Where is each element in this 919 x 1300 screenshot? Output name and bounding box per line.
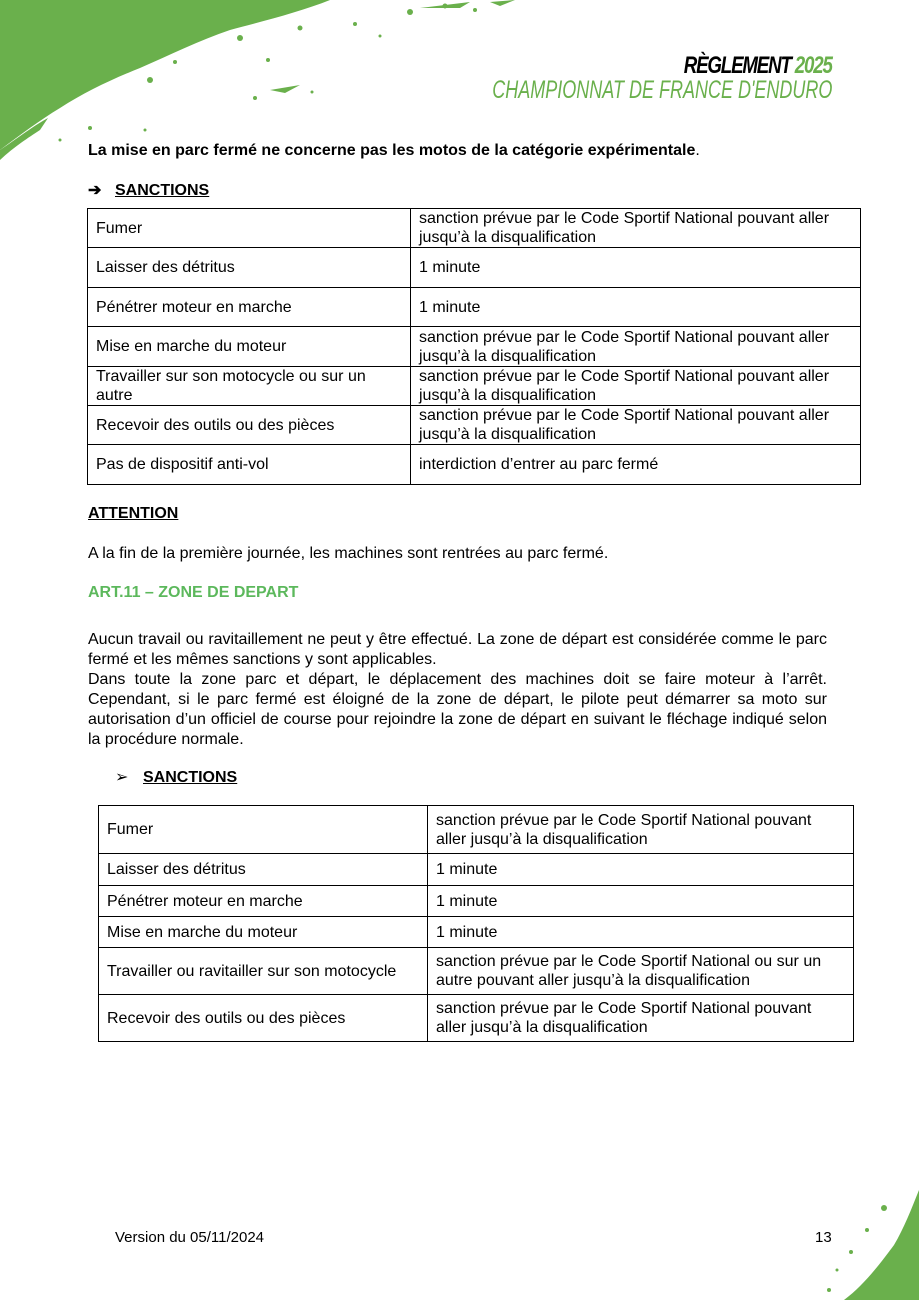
header-subtitle: CHAMPIONNAT DE FRANCE D'ENDURO bbox=[491, 76, 832, 104]
attention-heading: ATTENTION bbox=[88, 505, 179, 522]
sanction-cell: 1 minute bbox=[428, 917, 854, 948]
table-row bbox=[99, 806, 854, 854]
header-title-year: 2025 bbox=[795, 52, 832, 79]
intro-text: La mise en parc fermé ne concerne pas les motos de la catégorie expérimentale bbox=[88, 142, 696, 159]
sanctions-heading-1-text: SANCTIONS bbox=[115, 182, 210, 199]
sanction-cell: sanction prévue par le Code Sportif National pouvant aller jusqu’à la disqualification bbox=[411, 367, 861, 406]
offense-cell: Laisser des détritus bbox=[99, 854, 428, 886]
attention-text: A la fin de la première journée, les machines sont rentrées au parc fermé. bbox=[88, 545, 609, 562]
offense-cell: Pénétrer moteur en marche bbox=[88, 288, 411, 327]
offense-cell: Recevoir des outils ou des pièces bbox=[99, 995, 428, 1042]
offense-cell: Travailler ou ravitailler sur son motocycle bbox=[99, 948, 428, 995]
footer-version: Version du 05/11/2024 bbox=[115, 1229, 265, 1246]
table-row bbox=[88, 288, 861, 327]
sanction-cell: 1 minute bbox=[411, 288, 861, 327]
table-row bbox=[88, 209, 861, 248]
table-row bbox=[88, 367, 861, 406]
sanctions-heading-1 bbox=[88, 180, 209, 200]
offense-cell: Fumer bbox=[88, 209, 411, 248]
table-row bbox=[99, 854, 854, 886]
header-title-main: RÈGLEMENT bbox=[684, 52, 792, 79]
sanction-cell: sanction prévue par le Code Sportif National pouvant aller jusqu’à la disqualification bbox=[428, 806, 854, 854]
sanction-cell: 1 minute bbox=[411, 248, 861, 288]
chevron-right-icon: ➢ bbox=[115, 769, 129, 786]
offense-cell: Travailler sur son motocycle ou sur un autre bbox=[88, 367, 411, 406]
table-row bbox=[88, 445, 861, 485]
table-row bbox=[99, 948, 854, 995]
table-row bbox=[88, 406, 861, 445]
sanction-cell: sanction prévue par le Code Sportif National pouvant aller jusqu’à la disqualification bbox=[428, 995, 854, 1042]
article-body bbox=[88, 630, 827, 750]
document-header bbox=[360, 54, 832, 103]
sanctions-heading-2 bbox=[115, 767, 237, 787]
header-title bbox=[684, 54, 832, 78]
offense-cell: Pénétrer moteur en marche bbox=[99, 886, 428, 917]
sanctions-heading-2-text: SANCTIONS bbox=[143, 769, 238, 786]
sanctions-table-2 bbox=[98, 805, 854, 1042]
page-number: 13 bbox=[815, 1229, 832, 1246]
sanctions-table-1 bbox=[87, 208, 861, 485]
table-row bbox=[88, 248, 861, 288]
green-brush-splash-bottom bbox=[789, 1190, 919, 1300]
offense-cell: Pas de dispositif anti-vol bbox=[88, 445, 411, 485]
intro-statement bbox=[88, 142, 700, 160]
sanction-cell: interdiction d’entrer au parc fermé bbox=[411, 445, 861, 485]
arrow-right-icon: ➔ bbox=[88, 182, 102, 199]
sanction-cell: sanction prévue par le Code Sportif National pouvant aller jusqu’à la disqualification bbox=[411, 327, 861, 367]
offense-cell: Recevoir des outils ou des pièces bbox=[88, 406, 411, 445]
sanction-cell: sanction prévue par le Code Sportif National ou sur un autre pouvant aller jusqu’à la disqualification bbox=[428, 948, 854, 995]
table-row bbox=[88, 327, 861, 367]
sanction-cell: sanction prévue par le Code Sportif National pouvant aller jusqu’à la disqualification bbox=[411, 209, 861, 248]
article-paragraph-2: Dans toute la zone parc et départ, le déplacement des machines doit se faire moteur à l’arrêt. Cependant, si le parc fermé est éloigné de la zone de départ, le pilote peut démarrer sa moto sur autorisation d’un officiel de course pour rejoindre la zone de départ en suivant le fléchage indiqué selon la procédure normale. bbox=[88, 671, 827, 748]
table-row bbox=[99, 995, 854, 1042]
offense-cell: Laisser des détritus bbox=[88, 248, 411, 288]
sanction-cell: 1 minute bbox=[428, 886, 854, 917]
article-paragraph-1: Aucun travail ou ravitaillement ne peut y être effectué. La zone de départ est considérée comme le parc fermé et les mêmes sanctions y sont applicables. bbox=[88, 631, 827, 668]
article-heading: ART.11 – ZONE DE DEPART bbox=[88, 584, 299, 601]
table-row bbox=[99, 886, 854, 917]
offense-cell: Fumer bbox=[99, 806, 428, 854]
offense-cell: Mise en marche du moteur bbox=[99, 917, 428, 948]
offense-cell: Mise en marche du moteur bbox=[88, 327, 411, 367]
sanction-cell: sanction prévue par le Code Sportif National pouvant aller jusqu’à la disqualification bbox=[411, 406, 861, 445]
intro-suffix: . bbox=[695, 142, 700, 159]
sanction-cell: 1 minute bbox=[428, 854, 854, 886]
table-row bbox=[99, 917, 854, 948]
